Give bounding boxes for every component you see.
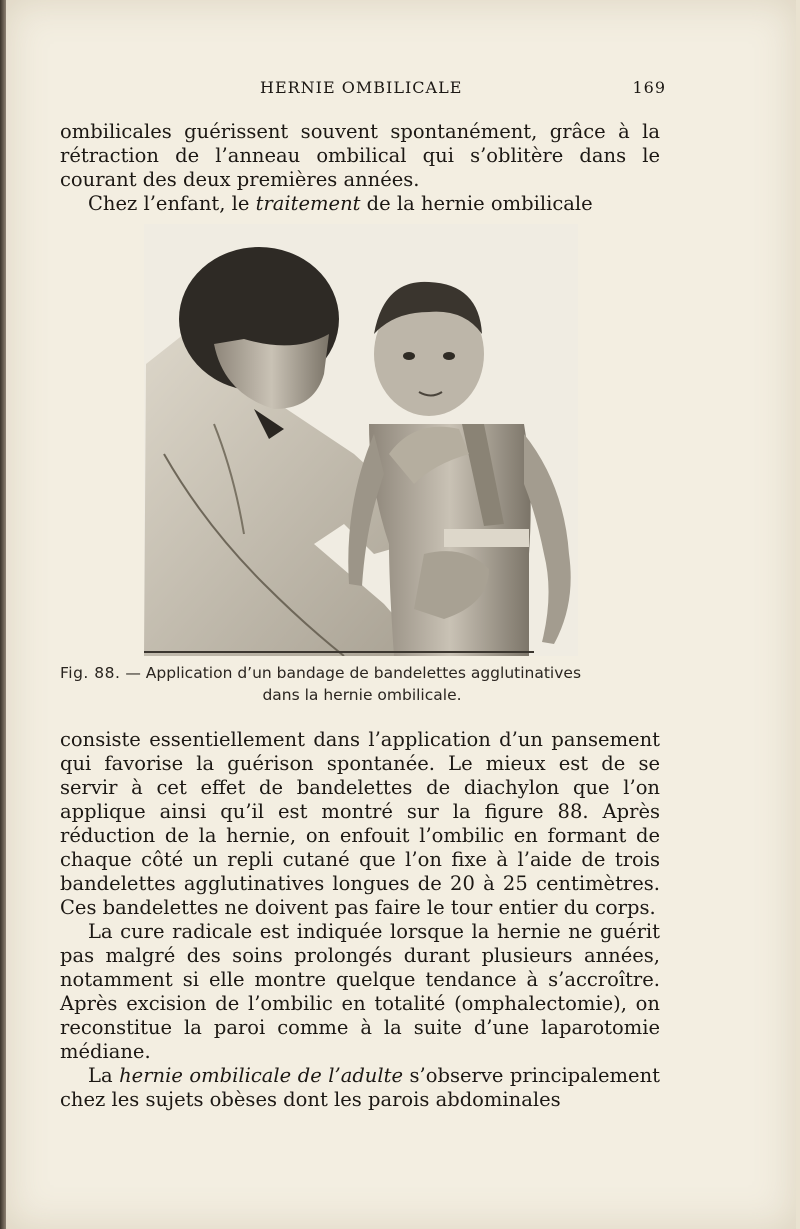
figure-88-photograph [144, 224, 578, 656]
running-header [60, 78, 666, 100]
text-run: de la hernie ombilicale [360, 192, 593, 215]
figure-label: Fig. 88. [60, 664, 121, 682]
text-run: La [88, 1064, 120, 1087]
emphasis-adult-hernia: hernie ombilicale de l’adulte [119, 1064, 403, 1087]
paragraph-bandage-method: consiste essentiellement dans l’application d’un pansement qui favorise la guérison spontanée. Le mieux est de se servir à cet effet de bandelettes de diachylon que l’on applique ainsi qu’il est montré sur la figure 88. Après réduction de la hernie, on enfouit l’ombilic en formant de chaque côté un repli cutané que l’on fixe à l’aide de trois bandelettes agglutinatives longues de 20 à 25 centimètres. Ces bandelettes ne doivent pas faire le tour entier du corps. [60, 728, 660, 919]
photograph-doctor-and-child [144, 224, 578, 656]
paragraph-treatment [60, 192, 660, 216]
paragraph-adult-hernia [60, 1064, 660, 1112]
paragraph-continuation: ombilicales guérissent souvent spontanément, grâce à la rétraction de l’anneau ombilical qui s’oblitère dans le courant des deux premières années. [60, 120, 660, 191]
emphasis-traitement: traitement [255, 192, 361, 215]
running-title: HERNIE OMBILICALE [260, 78, 463, 97]
text-run: s’observe principalement chez les sujets obèses dont les parois abdominales [60, 1064, 660, 1111]
caption-line-2: dans la hernie ombilicale. [262, 686, 462, 704]
bottom-text-block [60, 728, 660, 1112]
paragraph-radical-cure: La cure radicale est indiquée lorsque la hernie ne guérit pas malgré des soins prolongés durant plusieurs années, notamment si elle montre quelque tendance à s’accroître. Après excision de l’ombilic en totalité (omphalectomie), on reconstitue la paroi comme à la suite d’une laparotomie médiane. [60, 920, 660, 1063]
figure-caption [60, 662, 664, 706]
bandage-band [444, 529, 529, 547]
page-number: 169 [632, 78, 666, 97]
caption-line-1: — Application d’un bandage de bandelettes agglutinatives [120, 664, 582, 682]
top-text-block [60, 120, 660, 216]
text-run: Chez l’enfant, le [88, 192, 256, 215]
